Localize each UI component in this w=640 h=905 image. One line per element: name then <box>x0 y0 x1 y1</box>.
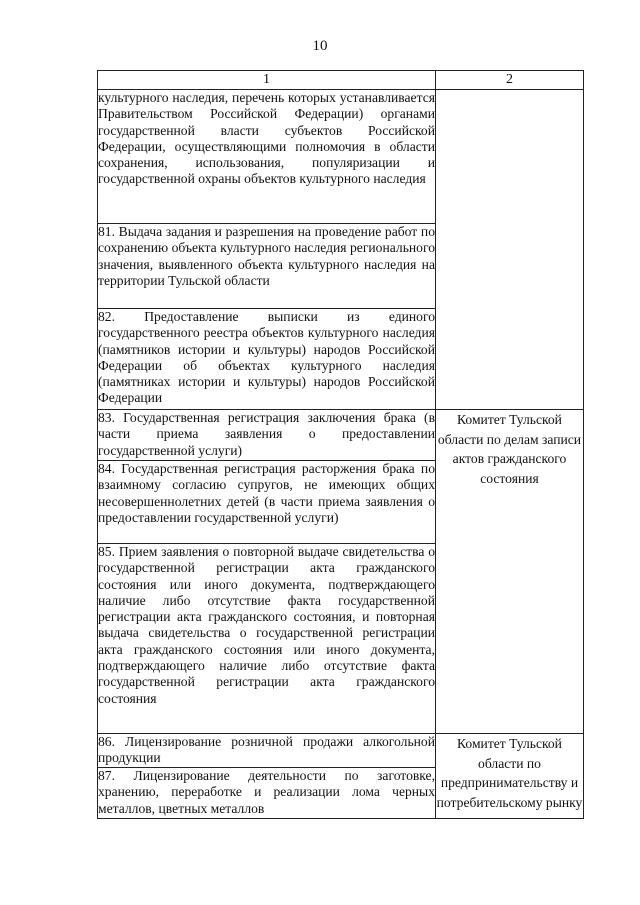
service-cell-86: 86. Лицензирование розничной продажи алкогольной продукции <box>98 734 436 768</box>
agency-cell-entrepreneurship: Комитет Тульской области по предпринимательству и потребительскому рынку <box>436 734 584 819</box>
service-cell-continuation: культурного наследия, перечень которых устанавливается Правительством Российской Федерации) органами государственной власти субъектов Российской Федерации, осуществляющими полномочия в области сохранения, использования, популяризации и государственной охраны объектов культурного наследия <box>98 90 436 224</box>
column-header-2: 2 <box>436 71 584 90</box>
column-header-1: 1 <box>98 71 436 90</box>
services-table <box>97 70 584 819</box>
service-cell-81: 81. Выдача задания и разрешения на проведение работ по сохранению объекта культурного наследия регионального значения, выявленного объекта культурного наследия на территории Тульской области <box>98 224 436 309</box>
table-header-row <box>98 71 584 90</box>
service-cell-84: 84. Государственная регистрация расторжения брака по взаимному согласию супругов, не имеющих общих несовершеннолетних детей (в части приема заявления о предоставлении государственной услуги) <box>98 461 436 544</box>
table-row <box>98 410 584 461</box>
table-row <box>98 734 584 768</box>
page-number: 10 <box>312 38 328 54</box>
agency-cell-civil-registry: Комитет Тульской области по делам записи актов гражданского состояния <box>436 410 584 734</box>
service-cell-82: 82. Предоставление выписки из единого государственного реестра объектов культурного наследия (памятников истории и культуры) народов Российской Федерации об объектах культурного наследия (памятниках истории и культуры) народов Российской Федерации <box>98 309 436 410</box>
service-cell-85: 85. Прием заявления о повторной выдаче свидетельства о государственной регистрации акта гражданского состояния или иного документа, подтверждающего наличие либо отсутствие факта государственной регистрации акта гражданского состояния, и повторная выдача свидетельства о государственной регистрации акта гражданского состояния или иного документа, подтверждающего наличие либо отсутствие факта государственной регистрации акта гражданского состояния <box>98 544 436 734</box>
agency-cell-culture <box>436 90 584 410</box>
table-row <box>98 90 584 224</box>
service-cell-83: 83. Государственная регистрация заключения брака (в части приема заявления о предоставлении государственной услуги) <box>98 410 436 461</box>
service-cell-87: 87. Лицензирование деятельности по заготовке, хранению, переработке и реализации лома черных металлов, цветных металлов <box>98 768 436 819</box>
